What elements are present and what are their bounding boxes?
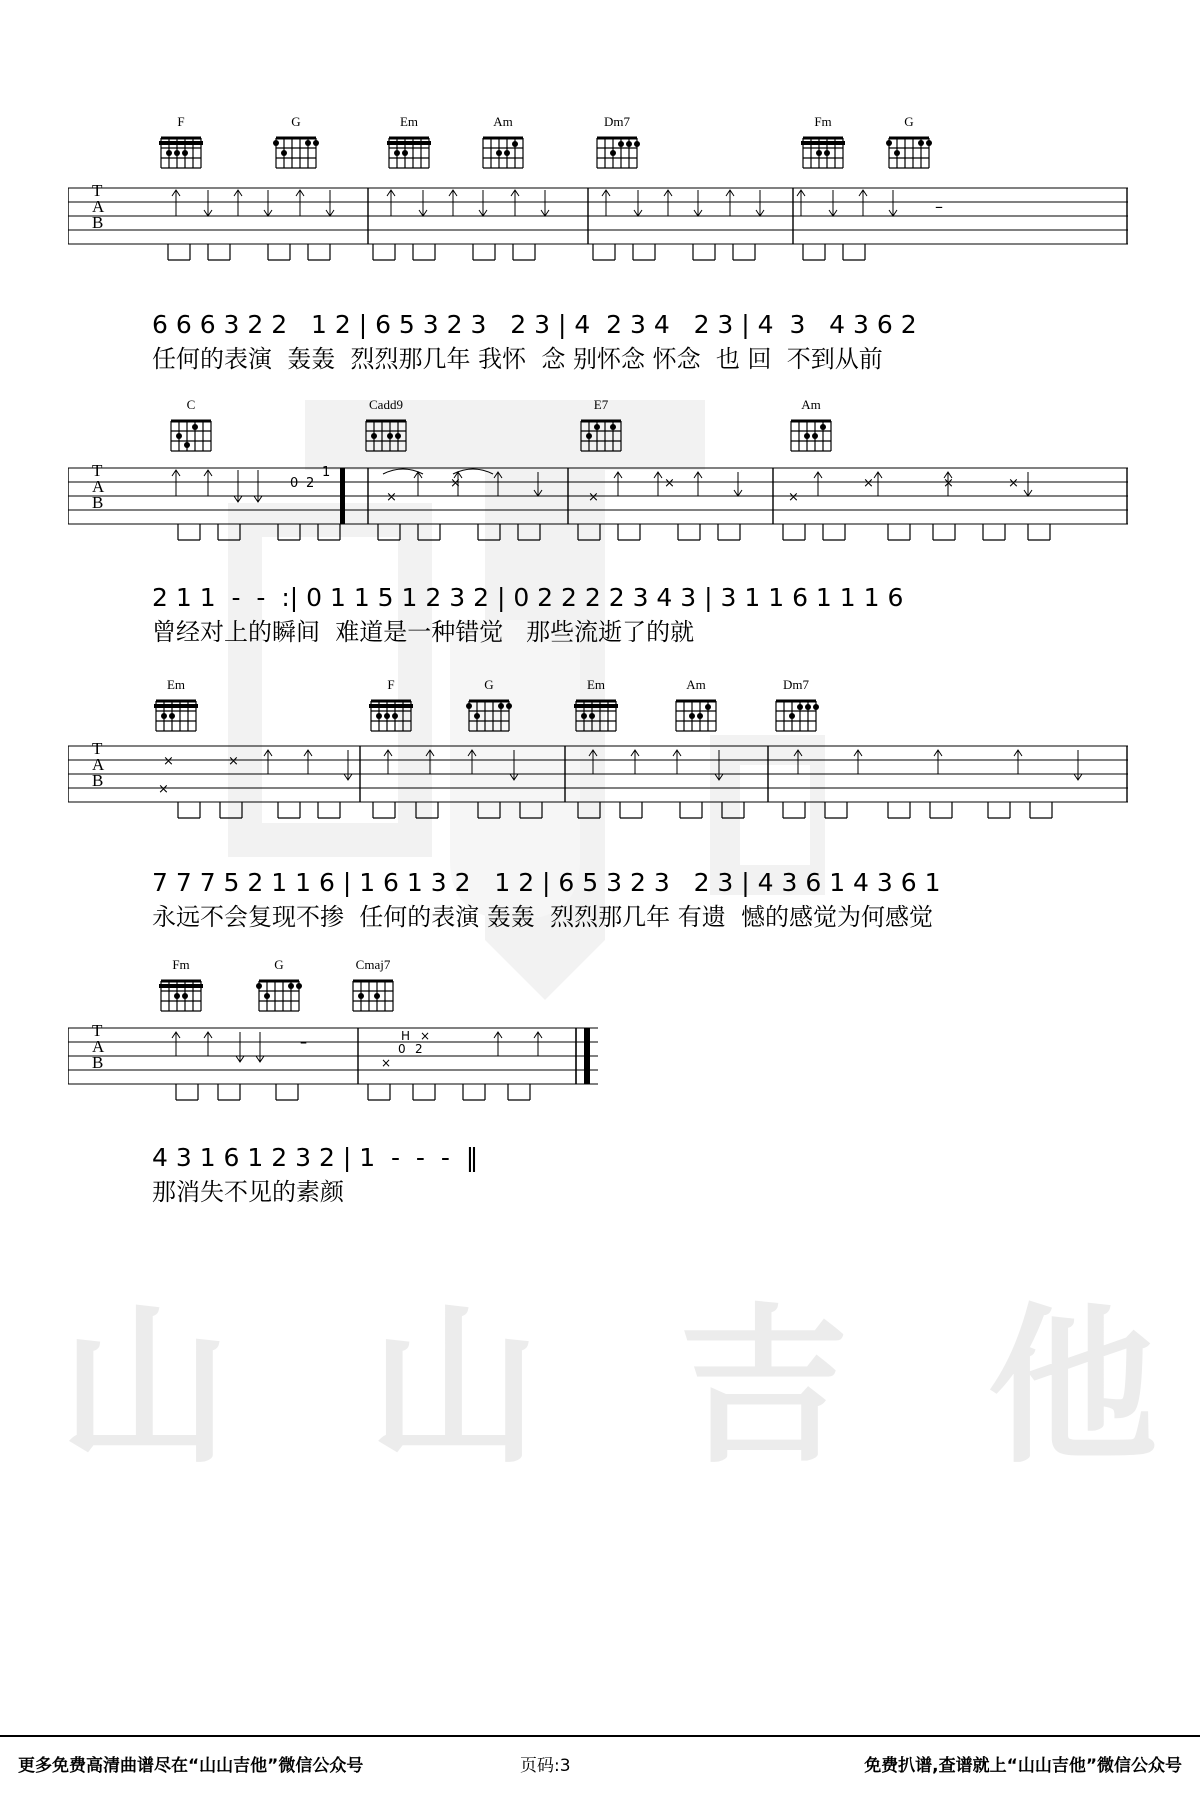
watermark-text: 山 山 吉 他 bbox=[60, 1289, 1198, 1487]
svg-text:1: 1 bbox=[322, 465, 331, 480]
svg-text:H: H bbox=[401, 1029, 411, 1043]
lyric-line-1 bbox=[0, 310, 1200, 374]
lyric-line-2 bbox=[0, 583, 1200, 647]
lyric-text-4: 那消失不见的素颜 bbox=[152, 1178, 344, 1206]
lyric-line-4 bbox=[0, 1143, 1200, 1207]
note-numbers-1: 6 6 6 3 2 2 1 2 | 6 5 3 2 3 2 3 | 4 2 3 4 2 3 | 4 3 4 3 6 2 bbox=[152, 310, 917, 339]
chord-diagram-dm7: Dm7 bbox=[588, 115, 646, 172]
svg-text:B: B bbox=[92, 1053, 104, 1072]
svg-text:×: × bbox=[1008, 476, 1019, 491]
chord-diagram-am3: Am bbox=[667, 678, 725, 735]
svg-text:×: × bbox=[943, 476, 954, 491]
chord-diagram-cmaj7: Cmaj7 bbox=[344, 958, 402, 1015]
svg-text:×: × bbox=[863, 476, 874, 491]
svg-text:–: – bbox=[935, 197, 943, 216]
page-number: 页码:3 bbox=[520, 1756, 571, 1776]
tab-staff-1 bbox=[68, 182, 1128, 262]
chord-diagram-g4: G bbox=[250, 958, 308, 1015]
lyric-text-2: 曾经对上的瞬间 难道是一种错觉 那些流逝了的就 bbox=[152, 618, 695, 646]
svg-text:T: T bbox=[92, 462, 103, 480]
svg-text:B: B bbox=[92, 493, 104, 512]
chord-diagram-g2: G bbox=[880, 115, 938, 172]
svg-text:A: A bbox=[92, 1037, 105, 1056]
chord-diagram-cadd9: Cadd9 bbox=[357, 398, 415, 455]
lyric-text-3: 永远不会复现不掺 任何的表演 轰轰 烈烈那几年 有遗 憾的感觉为何感觉 bbox=[152, 903, 934, 931]
svg-text:T: T bbox=[92, 1022, 103, 1040]
svg-text:×: × bbox=[450, 476, 461, 491]
lyric-line-3 bbox=[0, 868, 1200, 932]
svg-text:×: × bbox=[664, 476, 675, 491]
svg-text:T: T bbox=[92, 182, 103, 200]
svg-text:T: T bbox=[92, 740, 103, 758]
svg-text:×: × bbox=[381, 1056, 392, 1070]
svg-text:0: 0 bbox=[398, 1042, 406, 1056]
svg-text:A: A bbox=[92, 197, 105, 216]
chord-diagram-em: Em bbox=[380, 115, 438, 172]
svg-text:B: B bbox=[92, 771, 104, 790]
lyric-text-1: 任何的表演 轰轰 烈烈那几年 我怀 念 别怀念 怀念 也 回 不到从前 bbox=[152, 345, 883, 373]
chord-diagram-fm: Fm bbox=[794, 115, 852, 172]
chord-diagram-fm4: Fm bbox=[152, 958, 210, 1015]
note-numbers-3: 7 7 7 5 2 1 1 6 | 1 6 1 3 2 1 2 | 6 5 3 2 3 2 3 | 4 3 6 1 4 3 6 1 bbox=[152, 868, 941, 897]
svg-text:–: – bbox=[300, 1035, 307, 1051]
chord-diagram-am: Am bbox=[474, 115, 532, 172]
chord-diagram-g: G bbox=[267, 115, 325, 172]
chord-diagram-am2: Am bbox=[782, 398, 840, 455]
footer-left-text: 更多免费高清曲谱尽在“山山吉他”微信公众号 bbox=[18, 1756, 364, 1776]
tab-staff-2 bbox=[68, 462, 1128, 542]
chord-diagram-dm7b: Dm7 bbox=[767, 678, 825, 735]
chord-diagram-e7: E7 bbox=[572, 398, 630, 455]
svg-text:A: A bbox=[92, 477, 105, 496]
svg-text:×: × bbox=[588, 490, 599, 505]
svg-text:×: × bbox=[386, 490, 397, 505]
chord-diagram-c: C bbox=[162, 398, 220, 455]
chord-diagram-em4: Em bbox=[567, 678, 625, 735]
svg-text:×: × bbox=[788, 490, 799, 505]
svg-text:2: 2 bbox=[306, 476, 315, 491]
note-numbers-2: 2 1 1 - - :| 0 1 1 5 1 2 3 2 | 0 2 2 2 2 3 4 3 | 3 1 1 6 1 1 1 6 bbox=[152, 583, 904, 612]
chord-diagram-f3: F bbox=[362, 678, 420, 735]
tab-staff-3 bbox=[68, 740, 1128, 820]
svg-text:×: × bbox=[163, 754, 174, 769]
svg-text:×: × bbox=[420, 1029, 431, 1043]
svg-text:B: B bbox=[92, 213, 104, 232]
svg-text:0: 0 bbox=[290, 476, 299, 491]
tab-staff-4 bbox=[68, 1022, 1128, 1102]
chord-diagram-g3: G bbox=[460, 678, 518, 735]
svg-text:2: 2 bbox=[415, 1042, 423, 1056]
footer-right-text: 免费扒谱,查谱就上“山山吉他”微信公众号 bbox=[864, 1756, 1182, 1776]
note-numbers-4: 4 3 1 6 1 2 3 2 | 1 - - - ‖ bbox=[152, 1143, 479, 1172]
svg-text:A: A bbox=[92, 755, 105, 774]
svg-text:×: × bbox=[228, 754, 239, 769]
chord-diagram-f: F bbox=[152, 115, 210, 172]
svg-text:×: × bbox=[158, 782, 169, 797]
page-footer bbox=[0, 1735, 1200, 1776]
chord-diagram-em3: Em bbox=[147, 678, 205, 735]
